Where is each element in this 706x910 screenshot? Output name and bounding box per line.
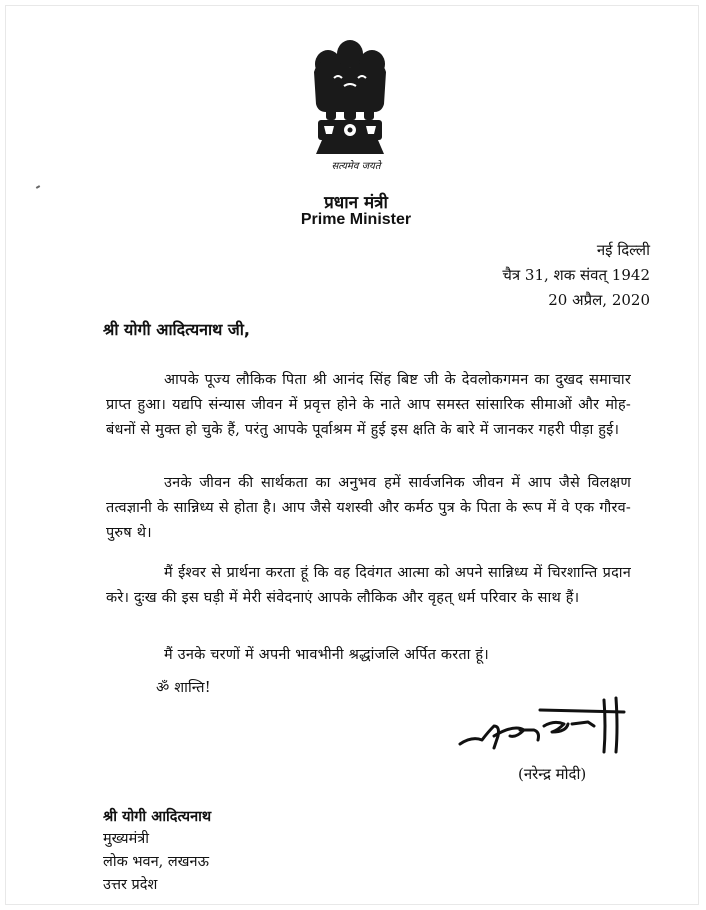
- scan-speck: [36, 185, 40, 189]
- addressee-address: लोक भवन, लखनऊ: [103, 854, 209, 870]
- gregorian-date: 20 अप्रैल, 2020: [548, 291, 650, 309]
- addressee-designation: मुख्यमंत्री: [103, 831, 149, 847]
- office-title-english: Prime Minister: [300, 211, 412, 228]
- salutation: श्री योगी आदित्यनाथ जी,: [103, 320, 251, 339]
- emblem-motto: सत्यमेव जयते: [331, 161, 381, 172]
- office-title-hindi: प्रधान मंत्री: [324, 193, 388, 213]
- date-block: [502, 238, 650, 313]
- national-emblem-icon: [304, 38, 396, 156]
- saka-date: चैत्र 31, शक संवत् 1942: [502, 266, 650, 284]
- paragraph-condolence: आपके पूज्य लौकिक पिता श्री आनंद सिंह बिष्ट जी के देवलोकगमन का दुखद समाचार प्राप्त हुआ। यद्यपि संन्यास जीवन में प्रवृत्त होने के नाते आप समस्त सांसारिक सीमाओं और मोह-बंधनों से मुक्त हो चुके हैं, परंतु आपके पूर्वाश्रम में हुई इस क्षति के बारे में जानकर गहरी पीड़ा हुई।: [106, 371, 631, 438]
- addressee-block: [103, 805, 211, 897]
- paragraph-prayer: मैं ईश्वर से प्रार्थना करता हूं कि वह दिवंगत आत्मा को अपने सान्निध्य में चिरशान्ति प्रदान करे। दुःख की इस घड़ी में मेरी संवेदनाएं आपके लौकिक और वृहत् धर्म परिवार के साथ हैं।: [106, 564, 631, 606]
- signatory-name: (नरेन्द्र मोदी): [518, 765, 587, 783]
- letter-page: [6, 6, 698, 904]
- paragraph-shraddhanjali: मैं उनके चरणों में अपनी भावभीनी श्रद्धांजलि अर्पित करता हूं।: [164, 646, 489, 663]
- addressee-name: श्री योगी आदित्यनाथ: [103, 808, 212, 825]
- place: नई दिल्ली: [596, 241, 650, 259]
- paragraph-tribute: उनके जीवन की सार्थकता का अनुभव हमें सार्वजनिक जीवन में आप जैसे विलक्षण तत्वज्ञानी के सान्निध्य से होता है। आप जैसे यशस्वी और कर्मठ पुत्र के पिता के रूप में वे एक गौरव-पुरुष थे।: [106, 474, 631, 541]
- signature-icon: [454, 696, 634, 760]
- paragraph-shanti: ॐ शान्ति!: [156, 679, 211, 696]
- addressee-state: उत्तर प्रदेश: [103, 877, 158, 893]
